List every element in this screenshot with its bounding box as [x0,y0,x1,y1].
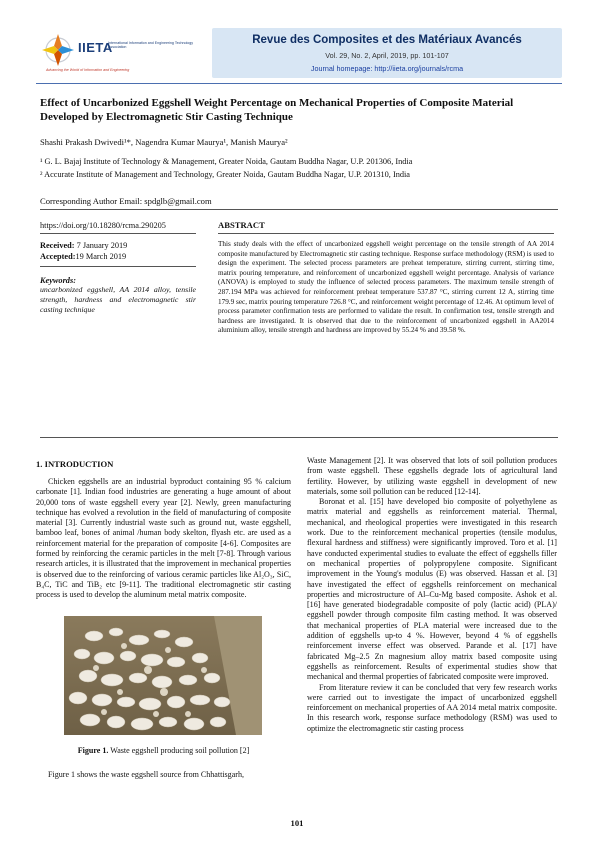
brand-subtitle: International Information and Engineering Technology Association [108,41,194,50]
abstract-heading: ABSTRACT [218,220,265,230]
intro-paragraph-1: Chicken eggshells are an industrial byproduct containing 95 % calcium carbonate [1]. Indian food industries are generating a huge amount of about 20,000 tons of waste eggshell every year [2]. Newly, green manufacturing technique has evolved a revolution in the field of manufacturing of composite material [3]. Currently industrial waste such as ground nut, waste eggshell, bamboo leaf, bones of animal /human body skelton, flyash etc. are used as a reinforcement material for the preparation of composite [4-6]. Composites are formed by reinforcing the ceramic particles in the melt [7-8]. Through various research articles, it is illustrated that the improvement in mechanical properties is observed due to the reinforcing of various ceramic particles like Al₂O₃, SiC, B₄C, TiC and TiB₂ etc [9-11]. The traditional electromagnetic stir casting process is used to develop the aluminum metal matrix composite. [36,477,291,600]
brand-block [46,40,194,72]
figure-1-caption [36,746,291,755]
right-column [307,456,557,734]
journal-title: Revue des Composites et des Matériaux Avancés [252,34,522,46]
affiliation-1: ¹ G. L. Bajaj Institute of Technology & Management, Greater Noida, Gautam Buddha Nagar, U.P. 201306, India [40,157,413,166]
section-heading: 1. INTRODUCTION [36,459,114,469]
title-divider [40,209,558,210]
figure-1-eggshell-photo [64,616,262,735]
header-divider [36,83,562,84]
received-date [40,241,127,250]
page-number: 101 [290,818,304,828]
dates-divider [40,266,196,267]
received-value: 7 January 2019 [74,241,128,250]
keywords-text: uncarbonized eggshell, AA 2014 alloy, tensile strength, hardness and electromagnetic stir casting technique [40,285,196,314]
affiliation-2: ² Accurate Institute of Management and Technology, Greater Noida, Gautam Buddha Nagar, U.P. 201310, India [40,170,410,179]
keywords-heading: Keywords: [40,276,76,285]
doi-divider [40,233,196,234]
research-gap-paragraph: From literature review it can be concluded that very few research works were carried out to investigate the impact of uncarbonized eggshell reinforcement on mechanical properties of AA 2014 metal matrix composite. In this research work, response surface methodology (RSM) was used to optimize the electromagnetic stir casting process [307,682,557,733]
paper-title: Effect of Uncarbonized Eggshell Weight Percentage on Mechanical Properties of Composite Material Developed by Electromagnetic Stir Casting Technique [40,97,514,123]
abstract-divider [218,233,554,234]
intro-paragraph-continued: Waste Management [2]. It was observed that lots of soil pollution produces from waste eggshell. These eggshells degrade lots of agricultural land fertility. However, by utilizing waste eggshell in development of new materials, some soil pollution can be reduced [12-14]. [307,456,557,496]
accepted-date [40,252,126,261]
left-column [36,477,291,601]
journal-homepage-link[interactable]: Journal homepage: http://iieta.org/journals/rcma [310,64,464,73]
received-label: Received: [40,241,75,250]
eggshell-photo-image [64,616,262,735]
literature-review-paragraph: Boronat et al. [15] have developed bio composite of polyethylene as matrix material and eggshells as reinforcement material. Thermal, mechanical, and rheological properties were investigated in this research work. Due to the reinforcement mechanical properties (tensile modulus, flexural hardness and stiffness) were significantly improved. Toro et al. [1] have conducted experimental studies to evaluate the effect of eggshells filler on mechanical properties of polypropylene composite. Significant improvement in the Young's modulus (E) was observed. Hassan et al. [3] have investigated the effect of eggshells reinforcement on mechanical properties and microstructure of Al–Cu-Mg based composite. Ashok et al. [16] have generated biodegradable composite of poly (lactic acid) (PLA)/ eggshell powder through composite film casting method. It was observed that mechanical properties of PLA material were increased due to the addition of eggshells up-to 4 %. However, beyond 4 % of eggshells reinforcement inverse effect was observed. Parande et al. [17] have fabricated Mg–2.5 Zn magnesium alloy matrix based composite using eggshells as reinforcement. Results of experimental studies show that mechanical and thermal properties of fabricated composite were improved. [307,497,557,682]
brand-name: IIETA [78,40,113,55]
doi-link[interactable]: https://doi.org/10.18280/rcma.290205 [40,221,166,230]
figure-caption-text: Waste eggshell producing soil pollution [2] [108,746,250,755]
accepted-value: 19 March 2019 [75,252,127,261]
accepted-label: Accepted: [40,252,76,261]
brand-tagline: Advancing the World of Information and Engineering [46,68,130,72]
figure-caption-label: Figure 1. [77,746,109,755]
abstract-bottom-divider [40,437,558,438]
iieta-logo-icon [36,28,80,72]
journal-volume: Vol. 29, No. 2, April, 2019, pp. 101-107 [325,51,449,60]
author-list: Shashi Prakash Dwivedi¹*, Nagendra Kumar Maurya¹, Manish Maurya² [40,137,288,147]
intro-paragraph-2: Figure 1 shows the waste eggshell source from Chhattisgarh, [48,770,244,779]
corresponding-author: Corresponding Author Email: spdglb@gmail.com [40,196,212,206]
abstract-text: This study deals with the effect of uncarbonized eggshell weight percentage on the tensile strength of AA 2014 composite manufactured by Electromagnetic stir casting technique. Response surface methodology (RSM) is used to design the experiment. The selected process parameters are preheat temperature, stirring current, stirring time, matrix pouring temperature, and reinforcement of uncarbonized eggshell weight percentage. Analysis of variance (ANOVA) is employed to study the influence of selected process parameters. The maximum tensile strength of 287.194 MPa was achieved for reinforcement preheat temperature 537.87 °C, stirring current 12 A, stirring time 179.9 sec, matrix pouring temperature 726.8 °C, and reinforcement weight percentage of 12.46. At optimum level of process parameter confirmation tests are performed to validate the result. In confirmation test, tensile strength and hardness are investigated. It is observed that due to the reinforcement of uncarbonized eggshell in AA2014 aluminium alloy, tensile strength and hardness are improved by 55.24 % and 39.58 %. [218,240,554,335]
